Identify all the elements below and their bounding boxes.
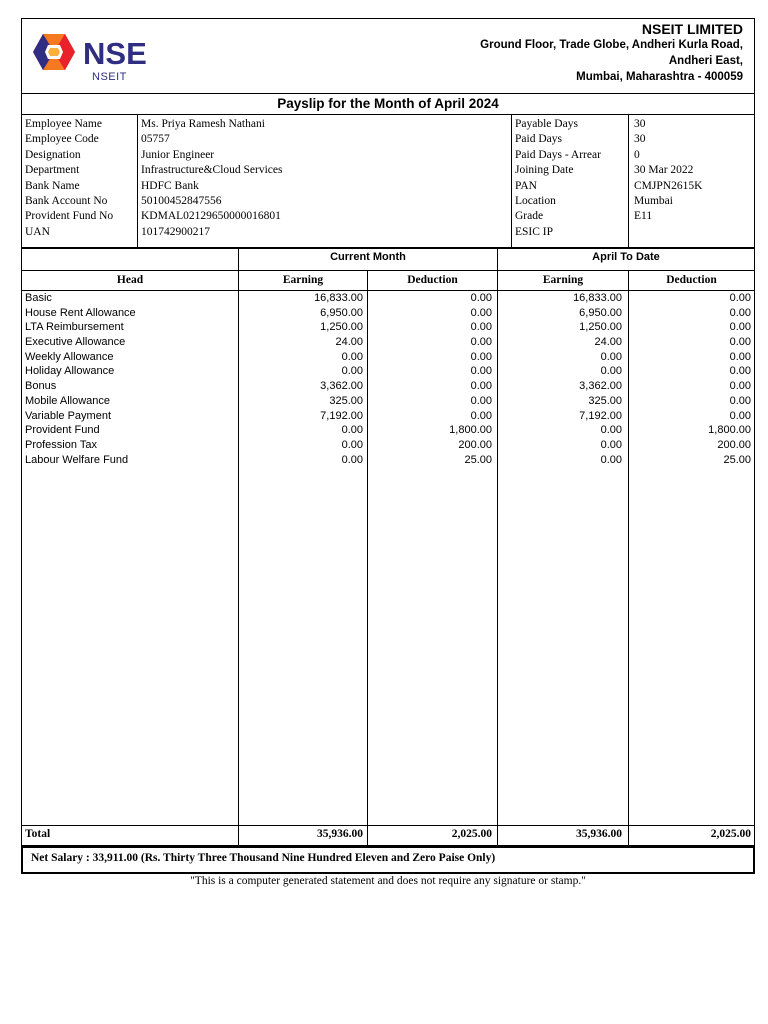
total-cm-earning: 35,936.00 [317,828,363,840]
label-bank-name: Bank Name [25,179,80,192]
table-row [22,335,754,350]
value-paid-days-arrear: 0 [634,148,640,161]
table-row [22,379,754,394]
payslip-title: Payslip for the Month of April 2024 [21,93,755,115]
value-employee-name: Ms. Priya Ramesh Nathani [141,118,265,130]
right-values [634,117,702,225]
table-row [22,423,754,438]
row-cm-deduction: 0.00 [470,365,492,378]
nse-logo [31,30,181,83]
row-cm-deduction: 0.00 [470,306,492,319]
divider [22,270,754,271]
row-ytd-earning: 7,192.00 [579,409,622,422]
address-line-3: Mumbai, Maharashtra - 400059 [576,71,743,83]
employee-details [21,115,755,248]
value-employee-code: 05757 [141,133,170,146]
value-grade: E11 [634,210,653,223]
row-ytd-earning: 1,250.00 [579,321,622,334]
row-cm-earning: 7,192.00 [320,409,363,422]
column-head: Head [116,274,144,286]
label-location: Location [515,195,556,208]
row-ytd-deduction: 0.00 [729,380,751,393]
value-location: Mumbai [634,195,673,208]
company-address [480,37,743,85]
row-ytd-earning: 0.00 [600,424,622,437]
line-items [22,291,754,467]
row-head: House Rent Allowance [25,306,136,319]
company-header [21,18,755,94]
row-cm-earning: 24.00 [335,336,363,349]
label-employee-name: Employee Name [25,118,102,130]
value-joining-date: 30 Mar 2022 [634,164,694,177]
row-ytd-earning: 16,833.00 [573,292,622,304]
footer-note: "This is a computer generated statement and does not require any signature or stamp." [190,875,586,887]
label-paid-days-arrear: Paid Days - Arrear [515,148,601,161]
row-ytd-deduction: 0.00 [729,292,751,304]
total-label: Total [25,828,51,840]
table-row [22,453,754,468]
label-pf-no: Provident Fund No [25,210,114,223]
row-ytd-earning: 6,950.00 [579,306,622,319]
company-name: NSEIT LIMITED [641,21,743,37]
row-head: Labour Welfare Fund [25,453,129,466]
value-paid-days: 30 [634,133,646,146]
row-cm-deduction: 1,800.00 [449,424,492,437]
section-current-month: Current Month [330,251,406,263]
row-cm-earning: 16,833.00 [314,292,363,304]
table-row [22,394,754,409]
label-payable-days: Payable Days [515,118,578,130]
left-labels [25,117,113,240]
table-row [22,350,754,365]
total-ytd-earning: 35,936.00 [576,828,622,840]
row-head: Profession Tax [25,438,97,451]
row-head: Basic [25,292,52,304]
value-pf-no: KDMAL02129650000016801 [141,210,281,223]
row-cm-earning: 325.00 [329,394,363,407]
row-head: Weekly Allowance [25,350,114,363]
table-row [22,291,754,306]
row-cm-earning: 0.00 [341,453,363,466]
row-head: Holiday Allowance [25,365,115,378]
row-ytd-deduction: 0.00 [729,306,751,319]
row-ytd-earning: 0.00 [600,453,622,466]
nse-logo-icon [31,32,77,72]
label-pan: PAN [515,179,537,192]
row-head: Executive Allowance [25,336,126,349]
left-values [141,117,282,240]
total-row [22,826,754,845]
row-cm-earning: 0.00 [341,438,363,451]
logo-wordmark: NSE [83,36,147,71]
table-row [22,320,754,335]
value-uan: 101742900217 [141,225,210,238]
column-cm-earning: Earning [282,274,324,286]
row-cm-earning: 6,950.00 [320,306,363,319]
row-cm-deduction: 200.00 [458,438,492,451]
value-bank-name: HDFC Bank [141,179,199,192]
row-ytd-earning: 0.00 [600,365,622,378]
table-row [22,306,754,321]
row-ytd-deduction: 25.00 [723,453,751,466]
row-ytd-earning: 325.00 [588,394,622,407]
row-head: Bonus [25,380,57,393]
label-esic-ip: ESIC IP [515,225,554,238]
row-ytd-deduction: 0.00 [729,336,751,349]
earnings-deductions-table [21,248,755,846]
row-ytd-deduction: 200.00 [717,438,751,451]
row-head: LTA Reimbursement [25,321,124,334]
row-ytd-deduction: 0.00 [729,350,751,363]
address-line-1: Ground Floor, Trade Globe, Andheri Kurla Road, [480,39,743,51]
value-pan: CMJPN2615K [634,179,703,192]
table-row [22,409,754,424]
row-ytd-earning: 0.00 [600,438,622,451]
logo-subtext: NSEIT [92,71,127,83]
row-head: Provident Fund [25,424,100,437]
divider [628,115,629,247]
value-bank-account: 50100452847556 [141,195,222,208]
row-cm-earning: 1,250.00 [320,321,363,334]
row-ytd-earning: 3,362.00 [579,380,622,393]
row-head: Variable Payment [25,409,112,422]
row-cm-deduction: 0.00 [470,394,492,407]
table-row [22,364,754,379]
label-joining-date: Joining Date [515,164,574,177]
column-cm-deduction: Deduction [407,274,458,286]
row-head: Mobile Allowance [25,394,110,407]
row-cm-deduction: 0.00 [470,336,492,349]
value-department: Infrastructure&Cloud Services [141,164,283,177]
row-ytd-earning: 24.00 [594,336,622,349]
label-employee-code: Employee Code [25,133,99,146]
row-cm-deduction: 0.00 [470,292,492,304]
row-cm-deduction: 25.00 [464,453,492,466]
label-uan: UAN [25,225,50,238]
label-designation: Designation [25,148,81,161]
right-labels [515,117,601,240]
column-ytd-deduction: Deduction [666,274,717,286]
section-april-to-date: April To Date [592,251,660,263]
divider [511,115,512,247]
row-ytd-earning: 0.00 [600,350,622,363]
net-salary: Net Salary : 33,911.00 (Rs. Thirty Three Thousand Nine Hundred Eleven and Zero Paise Only) [21,846,755,874]
row-ytd-deduction: 0.00 [729,365,751,378]
total-cm-deduction: 2,025.00 [451,828,492,840]
address-line-2: Andheri East, [668,55,743,67]
row-cm-earning: 0.00 [341,424,363,437]
row-cm-earning: 0.00 [341,350,363,363]
value-payable-days: 30 [634,118,646,130]
table-row [22,438,754,453]
label-paid-days: Paid Days [515,133,562,146]
row-ytd-deduction: 1,800.00 [708,424,751,437]
row-ytd-deduction: 0.00 [729,321,751,334]
label-bank-account: Bank Account No [25,195,108,208]
row-cm-deduction: 0.00 [470,350,492,363]
row-cm-earning: 3,362.00 [320,380,363,393]
row-cm-deduction: 0.00 [470,380,492,393]
divider [137,115,138,247]
row-cm-earning: 0.00 [341,365,363,378]
label-department: Department [25,164,80,177]
row-ytd-deduction: 0.00 [729,394,751,407]
row-cm-deduction: 0.00 [470,321,492,334]
value-designation: Junior Engineer [141,148,215,161]
label-grade: Grade [515,210,544,223]
row-cm-deduction: 0.00 [470,409,492,422]
total-ytd-deduction: 2,025.00 [710,828,751,840]
row-ytd-deduction: 0.00 [729,409,751,422]
column-ytd-earning: Earning [542,274,584,286]
